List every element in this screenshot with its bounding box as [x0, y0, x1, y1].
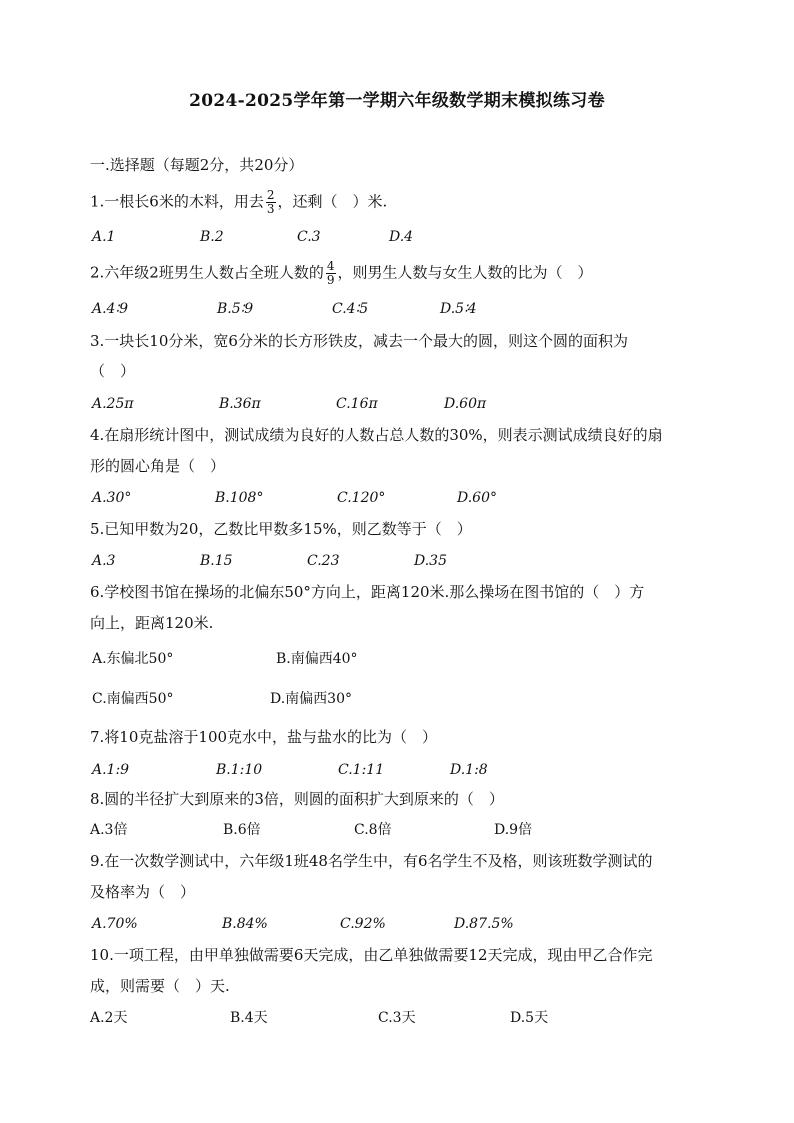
- q10-option-a: A.2天: [90, 1010, 128, 1026]
- q1-text-pre: 1.一根长6米的木料，用去: [90, 192, 264, 211]
- question-10-line-2: 成，则需要（ ）天.: [90, 977, 230, 995]
- q6-option-a: A.东偏北50°: [92, 651, 174, 667]
- q5-options: [92, 550, 712, 572]
- q7-option-d: D.1:8: [450, 762, 488, 778]
- q1-text-post: ，还剩（ ）米.: [277, 192, 388, 211]
- question-8: 8.圆的半径扩大到原来的3倍，则圆的面积扩大到原来的（ ）: [90, 790, 504, 808]
- q2-option-c: C.4∶5: [332, 301, 369, 317]
- q2-option-b: B.5∶9: [217, 301, 254, 317]
- q9-option-b: B.84%: [222, 916, 268, 932]
- q2-fraction: [326, 260, 336, 287]
- q4-option-b: B.108°: [215, 490, 264, 506]
- q6-option-c: C.南偏西50°: [92, 691, 174, 707]
- q6-option-d: D.南偏西30°: [270, 691, 352, 707]
- q8-option-d: D.9倍: [494, 822, 533, 838]
- q8-options: [92, 819, 712, 841]
- q7-option-c: C.1:11: [338, 762, 385, 778]
- q5-option-b: B.15: [200, 553, 233, 569]
- question-9-line-2: 及格率为（ ）: [90, 883, 196, 901]
- q2-fraction-numerator: 4: [326, 259, 335, 273]
- q8-option-a: A.3倍: [90, 822, 128, 838]
- question-9-line-1: 9.在一次数学测试中，六年级1班48名学生中，有6名学生不及格，则该班数学测试的: [90, 852, 653, 870]
- q1-fraction-denominator: 3: [266, 202, 275, 216]
- q2-text-pre: 2.六年级2班男生人数占全班人数的: [90, 263, 324, 282]
- q4-option-c: C.120°: [337, 490, 386, 506]
- q1-fraction-numerator: 2: [266, 188, 275, 202]
- question-10-line-1: 10.一项工程，由甲单独做需要6天完成，由乙单独做需要12天完成，现由甲乙合作完: [90, 946, 653, 964]
- question-4-line-2: 形的圆心角是（ ）: [90, 457, 226, 475]
- q8-option-c: C.8倍: [354, 822, 392, 838]
- q10-option-b: B.4天: [230, 1010, 268, 1026]
- q4-option-a: A.30°: [92, 490, 132, 506]
- q6-options-row-2: [92, 688, 712, 710]
- q10-option-c: C.3天: [378, 1010, 416, 1026]
- question-1: [90, 189, 387, 216]
- q3-option-d: D.60π: [444, 396, 487, 412]
- q1-fraction: [266, 189, 276, 216]
- q9-options: [92, 913, 712, 935]
- q4-option-d: D.60°: [457, 490, 497, 506]
- q2-text-post: ，则男生人数与女生人数的比为（ ）: [337, 263, 593, 282]
- question-2: [90, 260, 593, 287]
- q2-option-a: A.4∶9: [92, 301, 129, 317]
- q2-options: [92, 298, 712, 320]
- q9-option-d: D.87.5%: [454, 916, 514, 932]
- q6-option-b: B.南偏西40°: [276, 651, 358, 667]
- question-4-line-1: 4.在扇形统计图中，测试成绩为良好的人数占总人数的30%，则表示测试成绩良好的扇: [90, 426, 663, 444]
- section-heading: 一.选择题（每题2分，共20分）: [90, 156, 304, 174]
- page-title: 2024-2025学年第一学期六年级数学期末模拟练习卷: [189, 91, 605, 111]
- q3-option-a: A.25π: [92, 396, 134, 412]
- question-6-line-2: 向上，距离120米.: [90, 614, 214, 632]
- q3-option-b: B.36π: [219, 396, 261, 412]
- q1-options: [92, 226, 712, 248]
- q6-options-row-1: [92, 648, 712, 670]
- q2-option-d: D.5∶4: [440, 301, 477, 317]
- q5-option-d: D.35: [414, 553, 447, 569]
- q1-option-b: B.2: [200, 229, 224, 245]
- q10-options: [92, 1007, 712, 1029]
- q2-fraction-denominator: 9: [326, 273, 335, 287]
- q3-option-c: C.16π: [336, 396, 378, 412]
- question-7: 7.将10克盐溶于100克水中，盐与盐水的比为（ ）: [90, 728, 438, 746]
- q1-option-d: D.4: [389, 229, 414, 245]
- q4-options: [92, 487, 712, 509]
- q7-options: [92, 759, 712, 781]
- q7-option-a: A.1:9: [92, 762, 130, 778]
- q10-option-d: D.5天: [510, 1010, 549, 1026]
- question-3-line-2: （ ）: [90, 362, 136, 380]
- q5-option-c: C.23: [307, 553, 340, 569]
- question-6-line-1: 6.学校图书馆在操场的北偏东50°方向上，距离120米.那么操场在图书馆的（ ）方: [90, 583, 645, 601]
- q9-option-a: A.70%: [92, 916, 138, 932]
- q9-option-c: C.92%: [340, 916, 386, 932]
- q1-option-a: A.1: [92, 229, 116, 245]
- question-5: 5.已知甲数为20，乙数比甲数多15%，则乙数等于（ ）: [90, 520, 472, 538]
- q3-options: [92, 393, 712, 415]
- q8-option-b: B.6倍: [223, 822, 261, 838]
- q1-option-c: C.3: [297, 229, 321, 245]
- q5-option-a: A.3: [92, 553, 116, 569]
- question-3-line-1: 3.一块长10分米，宽6分米的长方形铁皮，减去一个最大的圆，则这个圆的面积为: [90, 332, 628, 350]
- q7-option-b: B.1:10: [216, 762, 263, 778]
